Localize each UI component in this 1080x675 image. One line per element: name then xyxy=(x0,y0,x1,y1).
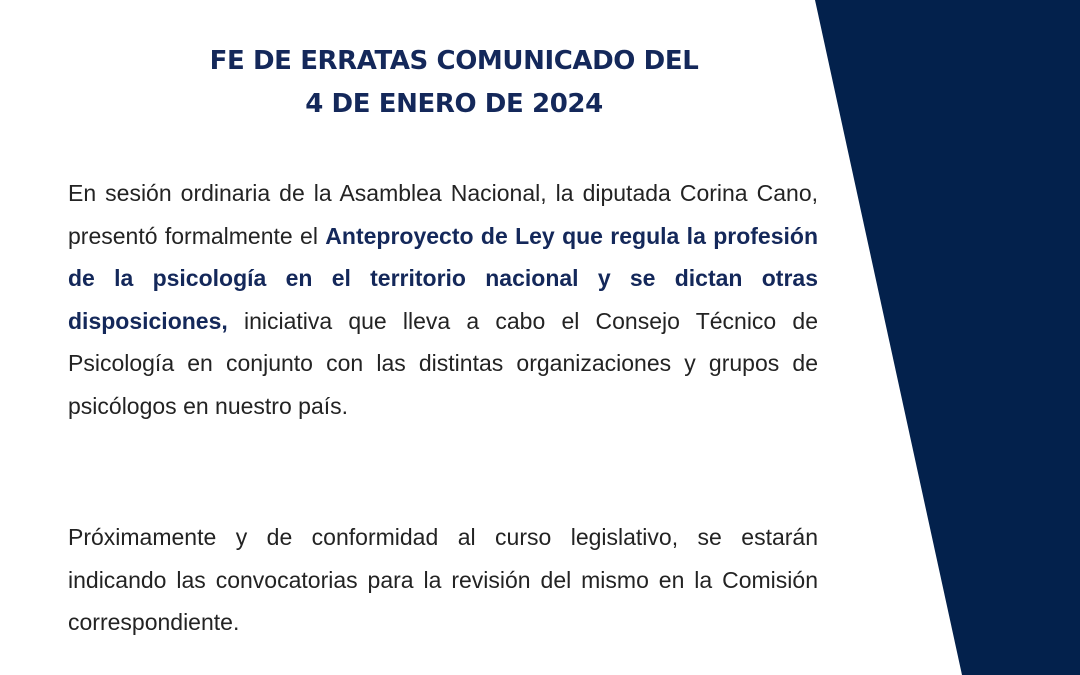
paragraph-2: Próximamente y de conformidad al curso legislativo, se estarán indicando las convocatorias para la revisión del mismo en la Comisión correspondiente. xyxy=(68,524,818,635)
paragraph-1-intro: En sesión ordinaria de la Asamblea Nacional, la diputada Corina Cano, presentó formalmente el xyxy=(68,180,818,249)
title-line-1: FE DE ERRATAS COMUNICADO DEL xyxy=(209,46,699,76)
paragraph-1-bold-law-title: Anteproyecto de Ley que regula la profesión de la psicología en el territorio nacional y se dictan otras disposiciones, xyxy=(68,222,818,334)
document-title xyxy=(68,40,840,126)
paragraph-1-rest: iniciativa que lleva a cabo el Consejo Técnico de Psicología en conjunto con las distintas organizaciones y grupos de psicólogos en nuestro país. xyxy=(68,307,818,419)
navy-diagonal-shape xyxy=(815,0,1080,675)
paragraph-1 xyxy=(68,172,818,427)
title-line-2: 4 DE ENERO DE 2024 xyxy=(305,89,603,119)
